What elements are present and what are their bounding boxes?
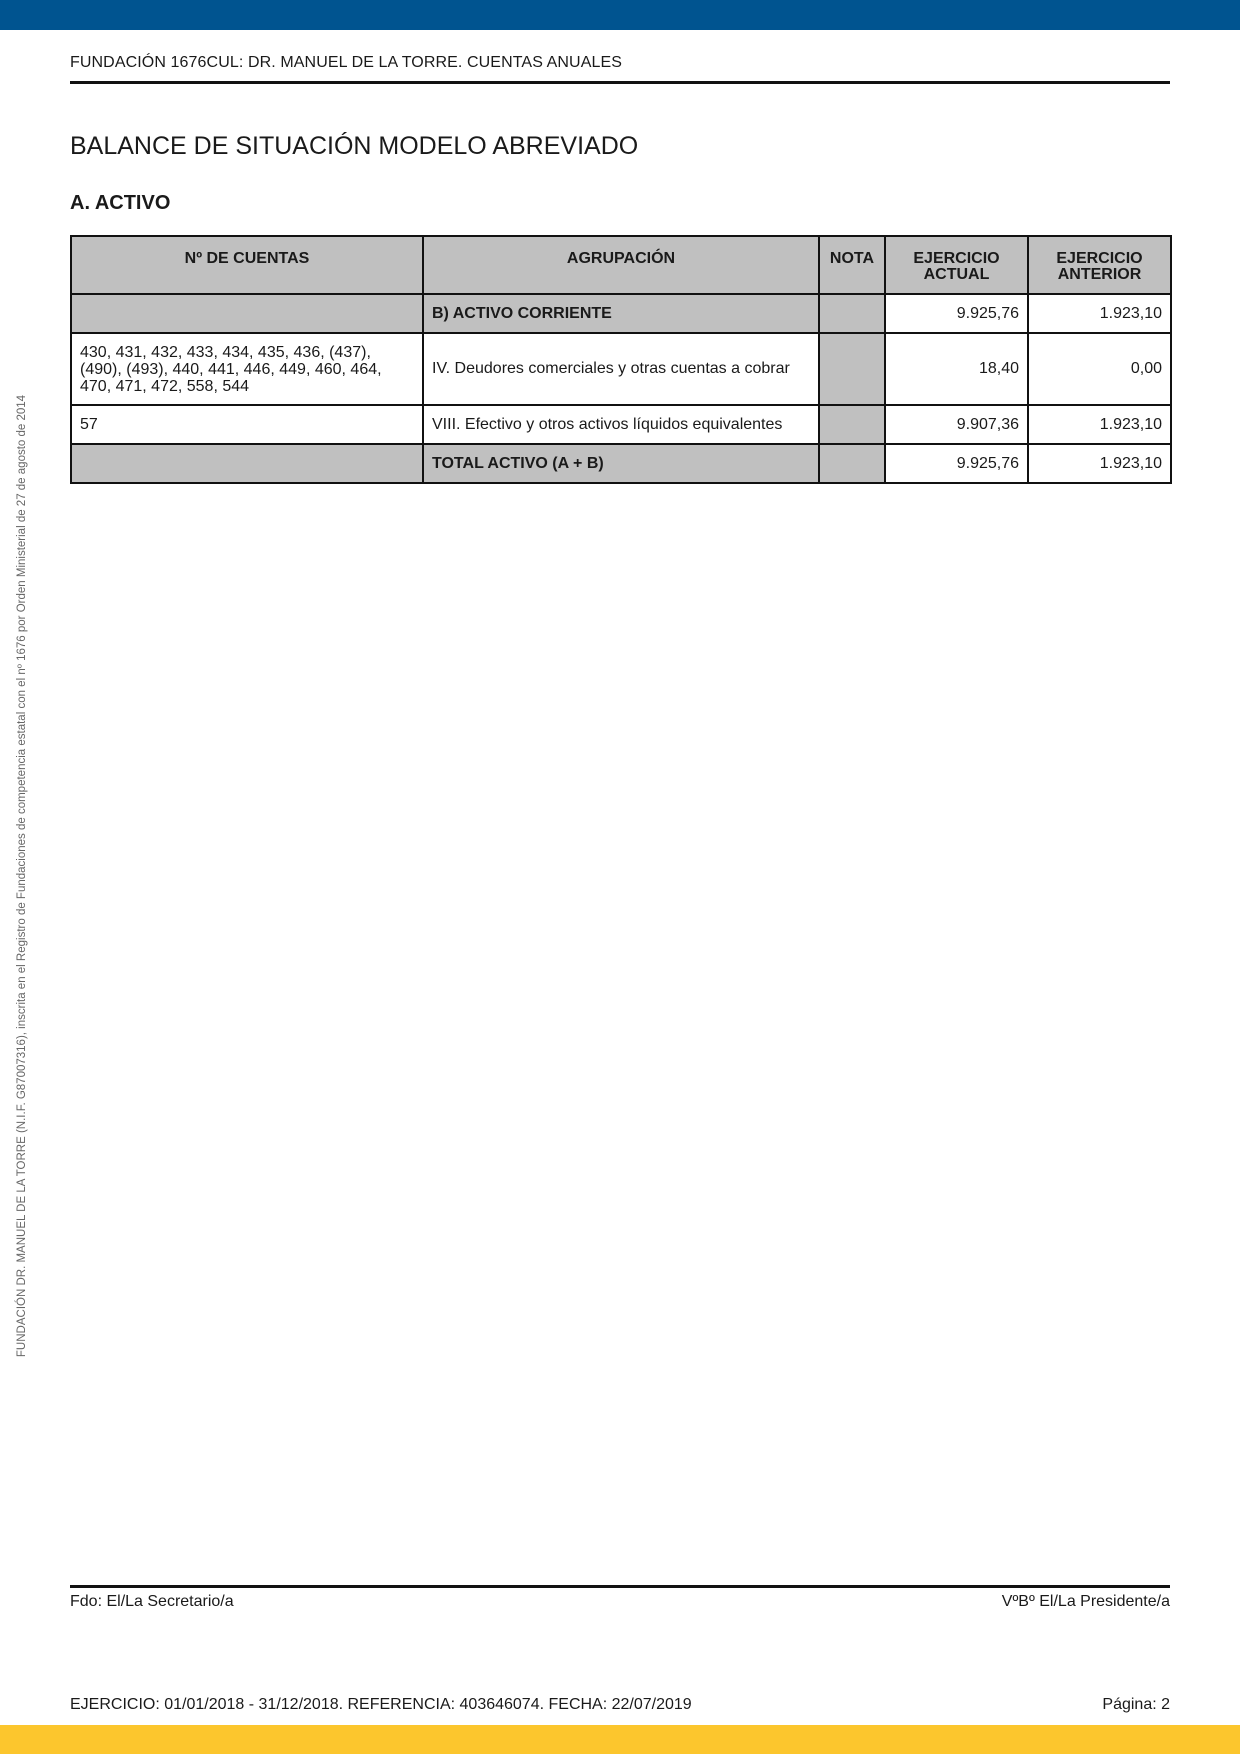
registry-side-note: FUNDACIÓN DR. MANUEL DE LA TORRE (N.I.F. G87007316), inscrita en el Registro de Fundaciones de competencia estatal con el nº 1676 por Orden Ministerial de 27 de agosto de 2014 — [16, 394, 28, 1358]
cell-ejercicio-anterior: 1.923,10 — [1028, 294, 1171, 333]
header-anterior-line1: EJERCICIO — [1056, 250, 1143, 267]
cell-ejercicio-actual: 9.907,36 — [885, 405, 1028, 444]
balance-table — [70, 235, 1172, 484]
cell-agrupacion: B) ACTIVO CORRIENTE — [423, 294, 819, 333]
cell-nota — [819, 333, 885, 405]
column-header-cuentas: Nº DE CUENTAS — [71, 236, 423, 294]
header-anterior-line2: ANTERIOR — [1057, 266, 1142, 283]
cell-nota — [819, 405, 885, 444]
top-color-bar — [0, 0, 1240, 30]
bottom-color-bar — [0, 1725, 1240, 1754]
document-header: FUNDACIÓN 1676CUL: DR. MANUEL DE LA TORRE. CUENTAS ANUALES — [70, 54, 623, 71]
cell-agrupacion: IV. Deudores comerciales y otras cuentas a cobrar — [423, 333, 819, 405]
cell-ejercicio-actual: 18,40 — [885, 333, 1028, 405]
page-title: BALANCE DE SITUACIÓN MODELO ABREVIADO — [70, 132, 639, 160]
cell-cuentas — [71, 294, 423, 333]
cell-ejercicio-anterior: 0,00 — [1028, 333, 1171, 405]
cell-ejercicio-actual: 9.925,76 — [885, 294, 1028, 333]
section-title: A. ACTIVO — [70, 192, 171, 214]
cell-cuentas — [71, 333, 423, 405]
page-number: Página: 2 — [1102, 1696, 1170, 1713]
footer-reference: EJERCICIO: 01/01/2018 - 31/12/2018. REFERENCIA: 403646074. FECHA: 22/07/2019 — [70, 1696, 692, 1713]
cell-cuentas: 57 — [71, 405, 423, 444]
table-header-row — [71, 236, 1171, 294]
table-row — [71, 294, 1171, 333]
cuentas-line: 430, 431, 432, 433, 434, 435, 436, (437), — [80, 343, 371, 361]
table-row — [71, 333, 1171, 405]
cell-ejercicio-anterior: 1.923,10 — [1028, 444, 1171, 483]
signature-divider — [70, 1585, 1170, 1588]
table-row — [71, 405, 1171, 444]
cell-agrupacion: TOTAL ACTIVO (A + B) — [423, 444, 819, 483]
cell-ejercicio-actual: 9.925,76 — [885, 444, 1028, 483]
column-header-nota: NOTA — [819, 236, 885, 294]
header-divider — [70, 81, 1170, 84]
header-actual-line1: EJERCICIO — [913, 250, 1000, 267]
cell-cuentas — [71, 444, 423, 483]
cell-nota — [819, 444, 885, 483]
column-header-ejercicio-anterior — [1028, 236, 1171, 294]
president-signature-label: VºBº El/La Presidente/a — [1001, 1593, 1170, 1610]
table-row — [71, 444, 1171, 483]
cuentas-line: 470, 471, 472, 558, 544 — [80, 377, 250, 395]
cell-agrupacion: VIII. Efectivo y otros activos líquidos equivalentes — [423, 405, 819, 444]
cuentas-line: (490), (493), 440, 441, 446, 449, 460, 464, — [80, 360, 382, 378]
column-header-agrupacion: AGRUPACIÓN — [423, 236, 819, 294]
header-actual-line2: ACTUAL — [923, 266, 990, 283]
column-header-ejercicio-actual — [885, 236, 1028, 294]
cell-nota — [819, 294, 885, 333]
secretary-signature-label: Fdo: El/La Secretario/a — [70, 1593, 234, 1610]
cell-ejercicio-anterior: 1.923,10 — [1028, 405, 1171, 444]
